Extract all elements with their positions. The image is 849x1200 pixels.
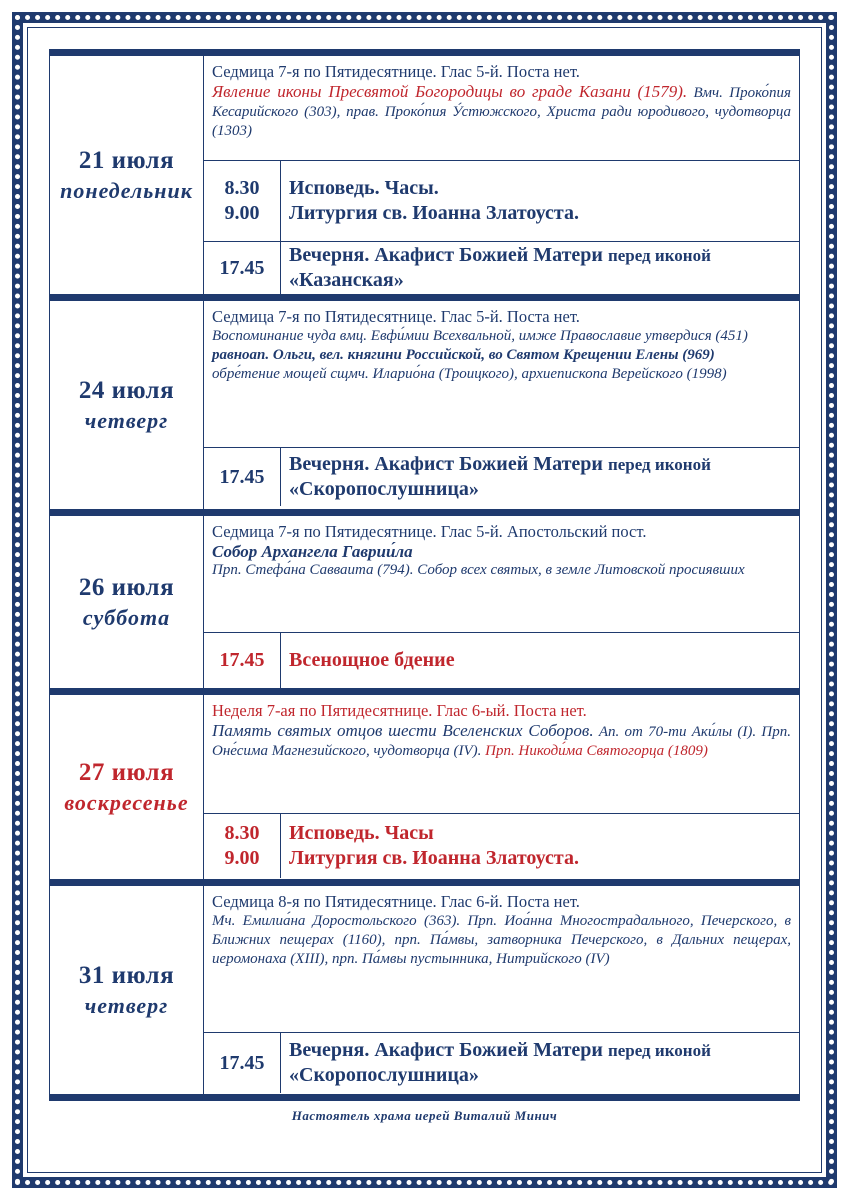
service-text	[281, 1033, 799, 1093]
commemoration	[212, 721, 791, 761]
week-header: Неделя 7-ая по Пятидесятнице. Глас 6-ый. Поста нет.	[212, 701, 587, 720]
icon-name: «Скоропослушница»	[289, 478, 479, 500]
service-row	[204, 242, 799, 294]
commemoration	[212, 82, 791, 141]
day-cell	[50, 886, 204, 1094]
service-title: Исповедь. Часы	[289, 822, 434, 844]
service-row	[204, 814, 799, 878]
day-row	[49, 695, 800, 879]
commemoration: Воспоминание чуда вмц. Евфи́мии Всехвальной, имже Православие утвердися (451)	[212, 328, 748, 344]
day-row	[49, 516, 800, 688]
day-cell	[50, 56, 204, 294]
commemoration: Прп. Стефа́на Савваита (794). Собор всех святых, в земле Литовской просиявших	[212, 562, 745, 578]
saints-text: Ап. от 70-ти Аки́лы (I). Прп. Оне́сима Магнезийского, чудотворца (IV).	[212, 724, 791, 759]
time-value: 17.45	[219, 465, 265, 488]
service-text	[281, 448, 799, 506]
day-content	[204, 56, 799, 294]
separator	[49, 49, 800, 56]
day-weekday: четверг	[84, 407, 169, 433]
service-row	[204, 633, 799, 688]
service-title: Вечерня. Акафист Божией Матери	[289, 1039, 603, 1061]
time-value: 9.00	[224, 202, 260, 224]
day-row	[49, 301, 800, 509]
service-time	[204, 242, 281, 294]
week-header: Седмица 8-я по Пятидесятнице. Глас 6-й. Поста нет.	[212, 892, 580, 911]
day-weekday: понедельник	[60, 177, 193, 203]
day-content	[204, 301, 799, 509]
service-title: Исповедь. Часы.	[289, 177, 439, 199]
day-weekday: четверг	[84, 992, 169, 1018]
time-value: 17.45	[219, 649, 265, 671]
service-title: Литургия св. Иоанна Златоуста.	[289, 847, 579, 869]
day-date: 31 июля	[78, 961, 175, 989]
footer-signature: Настоятель храма иерей Виталий Минич	[291, 1108, 558, 1123]
day-date: 26 июля	[78, 573, 175, 601]
commemoration: обре́тение мощей сщмч. Иларио́на (Троицкого), архиепископа Верейского (1998)	[212, 366, 727, 382]
day-info	[204, 56, 799, 161]
day-row	[49, 886, 800, 1094]
service-subtitle: перед иконой	[607, 246, 711, 265]
time-value: 17.45	[219, 256, 265, 279]
separator	[49, 1094, 800, 1101]
day-cell	[50, 301, 204, 509]
day-info	[204, 516, 799, 633]
time-value: 9.00	[224, 847, 260, 869]
day-row	[49, 56, 800, 294]
separator	[49, 879, 800, 886]
service-time	[204, 448, 281, 506]
time-value: 17.45	[219, 1051, 265, 1074]
service-row	[204, 1033, 799, 1093]
saints-text: Вмч. Проко́пия Кесарийского (303), прав. Проко́пия У́стюжского, Христа ради юродивого, чудотворца (1303)	[212, 85, 791, 139]
day-weekday: воскресенье	[64, 789, 189, 815]
service-time	[204, 814, 281, 878]
icon-name: «Казанская»	[289, 269, 404, 291]
icon-name: «Скоропослушница»	[289, 1064, 479, 1086]
week-header: Седмица 7-я по Пятидесятнице. Глас 5-й. Поста нет.	[212, 307, 580, 326]
service-title: Вечерня. Акафист Божией Матери	[289, 244, 603, 266]
day-info	[204, 695, 799, 814]
service-text	[281, 242, 799, 294]
day-content	[204, 516, 799, 688]
commemoration: Мч. Емилиа́на Доростольского (363). Прп. Иоа́нна Многострадального, Печерского, в Ближних пещерах (1160), прп. Па́мвы, затворника Печерского, в Дальних пещерах, иеромонаха (XIII), прп. Па́мвы пустынника, Нитрийского (IV)	[212, 913, 791, 967]
separator	[49, 294, 800, 301]
service-title: Вечерня. Акафист Божией Матери	[289, 453, 603, 475]
day-date: 24 июля	[78, 376, 175, 404]
feast-title: Память святых отцов шести Вселенских Соборов.	[212, 721, 594, 740]
schedule-table	[49, 49, 800, 1101]
service-row	[204, 448, 799, 506]
day-content	[204, 695, 799, 879]
week-header: Седмица 7-я по Пятидесятнице. Глас 5-й. Поста нет.	[212, 62, 580, 81]
service-text	[281, 161, 799, 241]
service-time	[204, 633, 281, 688]
day-info	[204, 301, 799, 448]
service-subtitle: перед иконой	[607, 1041, 711, 1060]
day-date: 27 июля	[78, 758, 175, 786]
separator	[49, 688, 800, 695]
service-title: Всенощное бдение	[289, 649, 455, 671]
day-date: 21 июля	[78, 146, 175, 174]
day-info	[204, 886, 799, 1033]
day-cell	[50, 695, 204, 879]
service-subtitle: перед иконой	[607, 455, 711, 474]
feast-title: Собор Архангела Гаврии́ла	[212, 542, 413, 561]
day-cell	[50, 516, 204, 688]
service-time	[204, 161, 281, 241]
service-text	[281, 633, 799, 688]
saints-text-red: Прп. Никоди́ма Святогорца (1809)	[485, 743, 708, 759]
service-title: Литургия св. Иоанна Златоуста.	[289, 202, 579, 224]
service-row	[204, 161, 799, 242]
week-header: Седмица 7-я по Пятидесятнице. Глас 5-й. Апостольский пост.	[212, 522, 647, 541]
day-content	[204, 886, 799, 1094]
service-text	[281, 814, 799, 878]
day-weekday: суббота	[82, 604, 171, 630]
service-time	[204, 1033, 281, 1093]
time-value: 8.30	[224, 822, 260, 844]
feast-title: Явление иконы Пресвятой Богородицы во граде Казани (1579).	[212, 82, 688, 101]
time-value: 8.30	[224, 177, 260, 199]
commemoration: равноап. Ольги, вел. княгини Российской, во Святом Крещении Елены (969)	[212, 347, 715, 363]
separator	[49, 509, 800, 516]
